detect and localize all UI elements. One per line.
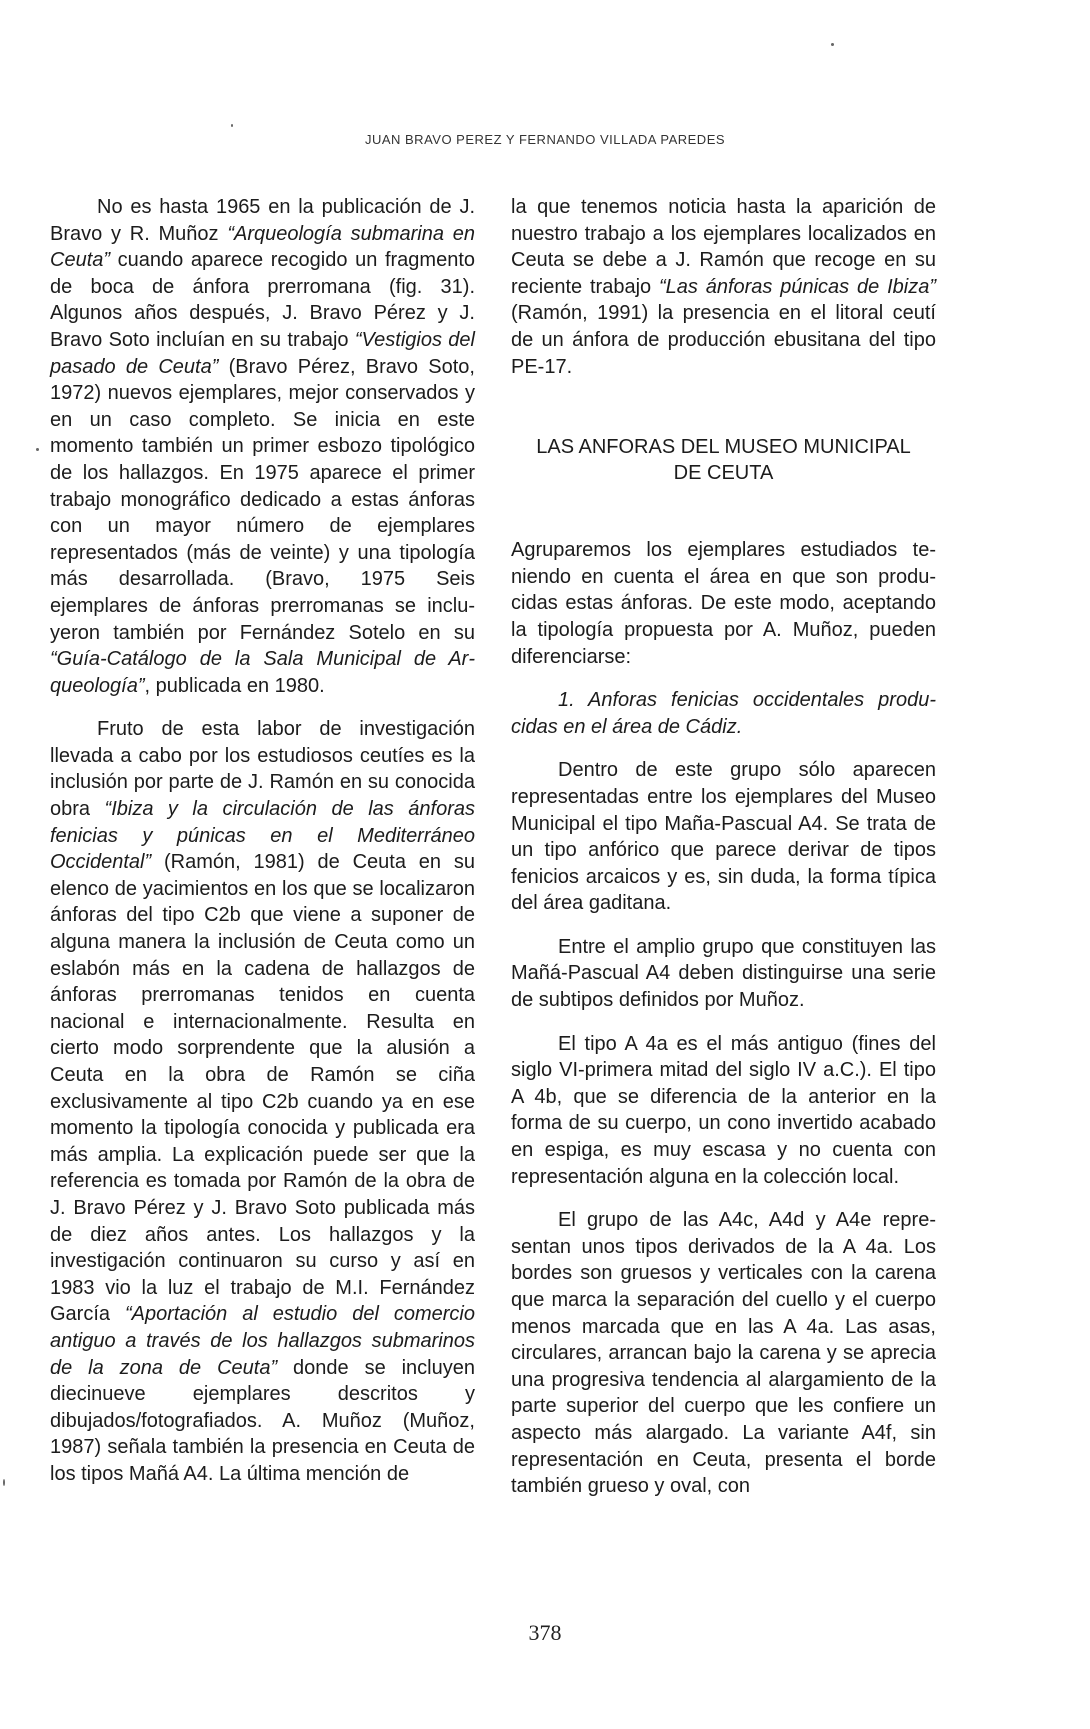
book-title: “Guía-Catálogo de la Sala Municipal de Arqueología” [50, 648, 475, 697]
text-run: No es hasta 1965 en la publicación de J. Bravo y R. Muñoz [50, 196, 475, 245]
section-heading-line: LAS ANFORAS DEL MUSEO MUNICIPAL [536, 436, 911, 459]
paragraph: El grupo de las A4c, A4d y A4e representan unos tipos derivados de la A 4a. Los bordes son gruesos y verticales con la carena que marca la separación del cuello y el cuerpo menos marcada que en las A 4a. Las asas, circulares, arrancan bajo la carena y se aprecia una progresiva tendencia al alargamiento de la parte superior del cuerpo que les confiere un aspecto más alargado. La variante A4f, sin representación en Ceuta, presenta el borde también grueso y oval, con [511, 1209, 936, 1498]
book-title: “Aportación al estudio del comercio antiguo a través de los hallazgos submarinos de la zona de Ceuta” [50, 1303, 475, 1379]
paragraph: Dentro de este grupo sólo aparecen representadas entre los ejemplares del Museo Municipal el tipo Maña-Pascual A4. Se trata de un tipo anfórico que parece derivar de tipos fenicios arcaicos y es, sin duda, la forma típica del área gaditana. [511, 759, 936, 915]
subsection-heading [511, 687, 936, 740]
book-title: “Ibiza y la circulación de las ánforas fenicias y púnicas en el Mediterráneo Occidental” [50, 798, 475, 874]
text-run: donde se incluyen diecinueve ejemplares descritos y dibujados/fotografiados. A. Muñoz (Muñoz, 1987) señala también la presencia en Ceuta de los tipos Mañá A4. La última mención de [50, 1356, 475, 1485]
scan-speck [831, 43, 834, 46]
text-run: (Ramón, 1991) la presencia en el litoral ceutí de un ánfora de producción ebusitana del tipo PE-17. [511, 302, 936, 378]
running-header: JUAN BRAVO PEREZ Y FERNANDO VILLADA PAREDES [364, 132, 726, 147]
scan-speck [36, 448, 39, 451]
section-heading [511, 434, 936, 486]
paragraph: Agruparemos los ejemplares estudiados teniendo en cuenta el área en que son producidas estas ánforas. De este modo, aceptando la tipología propuesta por A. Muñoz, pueden diferenciarse: [511, 539, 936, 668]
subsection-heading-text: 1. Anforas fenicias occidentales producidas en el área de Cádiz. [511, 689, 936, 738]
book-title: “Arqueología submarina en Ceuta” [50, 222, 475, 272]
text-run: la que tenemos noticia hasta la aparición de nuestro trabajo a los ejemplares localizados en Ceuta se debe a J. Ramón que recoge en su reciente trabajo [511, 196, 936, 298]
book-title: “Vestigios del pasado de Ceuta” [50, 328, 475, 378]
paragraph [50, 194, 475, 699]
scan-speck [3, 1479, 5, 1486]
paragraph: El tipo A 4a es el más antiguo (fines del siglo VI-primera mitad del siglo IV a.C.). El tipo A 4b, que se diferencia de la anterior en la forma de su cuerpo, un cono invertido acabado en espiga, es muy escasa y no cuenta con representación alguna en la colección local. [511, 1032, 936, 1188]
book-title: “Las ánforas púnicas de Ibiza” [658, 275, 936, 298]
scan-speck [231, 124, 233, 127]
text-run: (Bravo Pérez, Bravo Soto, 1972) nuevos ejemplares, mejor conservados y en un caso completo. Se inicia en este momento también un primer esbozo tipológico de los hallazgos. En 1975 aparece el primer trabajo monográfico dedicado a estas ánforas con un mayor número de ejemplares representados (más de veinte) y una tipología más desarrollada. (Bravo, 1975 Seis ejemplares de ánforas prerromanas se incluyeron también por Fernández Sotelo en su [50, 355, 475, 644]
text-run: , publicada en 1980. [144, 674, 325, 697]
section-heading-line: DE CEUTA [673, 462, 774, 485]
paragraph [50, 716, 475, 1487]
left-column [50, 194, 475, 1488]
paragraph [511, 194, 936, 380]
text-run: cuando aparece recogido un fragmento de boca de ánfora prerromana (fig. 31). Algunos años después, J. Bravo Pérez y J. Bravo Soto incluían en su trabajo [50, 249, 475, 351]
page-number: 378 [528, 1620, 562, 1645]
text-run: Fruto de esta labor de investigación llevada a cabo por los estudiosos ceutíes es la inclusión por parte de J. Ramón en su conocida obra [50, 718, 475, 821]
paragraph: Entre el amplio grupo que constituyen las Mañá-Pascual A4 deben distinguirse una serie de subtipos definidos por Muñoz. [511, 935, 936, 1012]
text-run: (Ramón, 1981) de Ceuta en su elenco de yacimientos en los que se localizaron ánforas del tipo C2b que viene a suponer de alguna manera la inclusión de Ceuta como un eslabón más en la cadena de hallazgos de ánforas prerromanas tenidos en cuenta nacional e internacionalmente. Resulta en cierto modo sorprendente que la alusión a Ceuta en la obra de Ramón se ciña exclusivamente al tipo C2b cuando ya en ese momento la tipología conocida y publicada era más amplia. La explicación puede ser que la referencia es tomada por Ramón de la obra de J. Bravo Pérez y J. Bravo Soto publicada más de diez años antes. Los hallazgos y la investigación continuaron su curso y así en 1983 vio la luz el trabajo de M.I. Fernández García [50, 851, 475, 1326]
right-column [511, 194, 936, 1500]
